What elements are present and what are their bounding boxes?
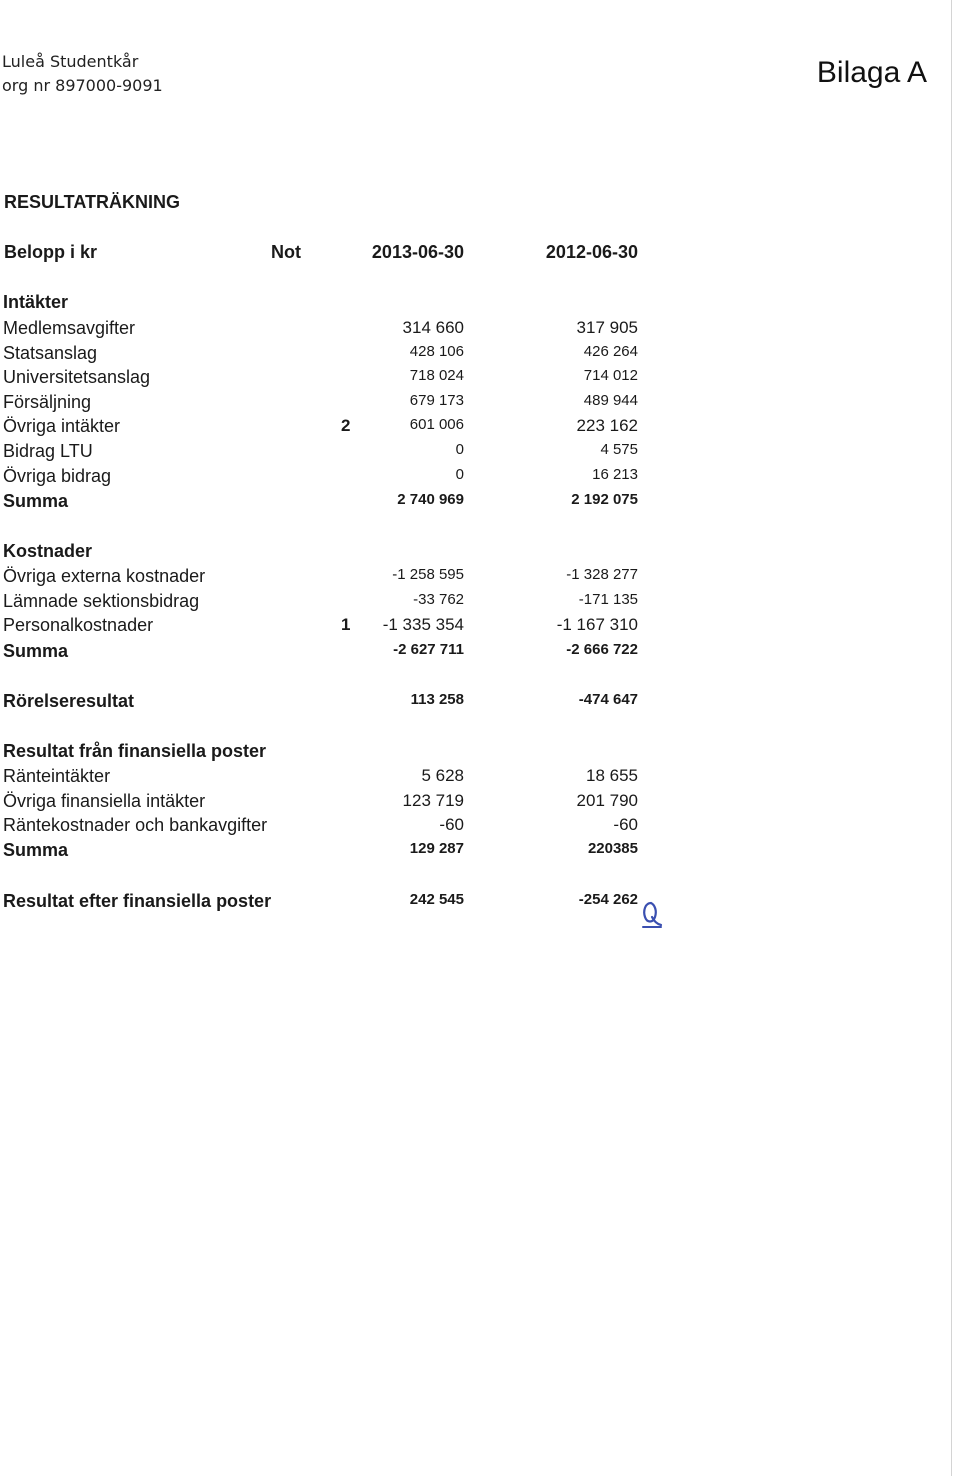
- header-note: Not: [271, 242, 301, 262]
- table-row: [0, 615, 660, 639]
- row-label: Summa: [3, 840, 69, 860]
- row-value-2012: 220385: [587, 840, 638, 857]
- row-label: Universitetsanslag: [3, 367, 151, 387]
- row-label: Summa: [3, 491, 69, 511]
- table-row: [0, 591, 660, 615]
- row-value-2012: -1 167 310: [556, 615, 638, 634]
- row-value-2013: -1 335 354: [382, 615, 464, 634]
- row-value-2012: 426 264: [583, 343, 638, 360]
- row-value-2013: 129 287: [409, 840, 464, 857]
- row-label: Personalkostnader: [3, 615, 154, 635]
- row-value-2012: -2 666 722: [566, 641, 638, 658]
- row-label: Övriga externa kostnader: [3, 566, 206, 586]
- row-label: Försäljning: [3, 392, 92, 412]
- row-value-2013: 113 258: [410, 691, 464, 708]
- org-number: org nr 897000-9091: [2, 76, 163, 95]
- table-row: [0, 441, 660, 465]
- row-label: Summa: [3, 641, 69, 661]
- row-label: Resultat efter finansiella poster: [3, 891, 272, 911]
- table-row: [0, 392, 660, 416]
- row-label: Ränteintäkter: [3, 766, 111, 786]
- row-value-2013: 428 106: [409, 343, 464, 360]
- row-value-2013: -60: [439, 815, 464, 834]
- row-label: Bidrag LTU: [3, 441, 93, 461]
- row-label: Lämnade sektionsbidrag: [3, 591, 200, 611]
- table-row: [0, 318, 660, 342]
- table-row: [0, 791, 660, 815]
- table-row: [0, 766, 660, 790]
- row-label: Medlemsavgifter: [3, 318, 136, 338]
- row-value-2012: 2 192 075: [571, 491, 638, 508]
- organization-info: [2, 50, 163, 98]
- table-row: [0, 367, 660, 391]
- section-title-intakter: Intäkter: [3, 292, 69, 312]
- row-value-2013: 718 024: [409, 367, 464, 384]
- table-row: [0, 343, 660, 367]
- row-label: Rörelseresultat: [3, 691, 135, 711]
- row-note: 2: [341, 416, 351, 435]
- row-value-2013: -2 627 711: [393, 641, 464, 658]
- summa-row: [0, 641, 660, 665]
- row-value-2013: -33 762: [413, 591, 464, 608]
- row-value-2013: 5 628: [421, 766, 464, 785]
- table-header: [0, 242, 660, 266]
- row-value-2013: 314 660: [402, 318, 464, 337]
- section-title-kostnader: Kostnader: [3, 541, 93, 561]
- row-value-2013: 0: [455, 441, 464, 458]
- row-note: 1: [341, 615, 351, 634]
- page-title: RESULTATRÄKNING: [4, 192, 180, 212]
- header-label: Belopp i kr: [4, 242, 98, 262]
- row-value-2013: 123 719: [402, 791, 464, 810]
- row-value-2012: -474 647: [578, 691, 638, 708]
- row-value-2013: -1 258 595: [392, 566, 464, 583]
- row-value-2013: 601 006: [409, 416, 464, 433]
- page-edge-line: [951, 0, 952, 1476]
- row-value-2012: 201 790: [576, 791, 638, 810]
- row-value-2012: -1 328 277: [566, 566, 638, 583]
- row-value-2012: 16 213: [592, 466, 638, 483]
- row-label: Övriga finansiella intäkter: [3, 791, 206, 811]
- row-value-2013: 2 740 969: [397, 491, 464, 508]
- row-value-2012: 4 575: [600, 441, 638, 458]
- handwritten-initial-icon: [637, 897, 665, 931]
- section-title-finansiella: Resultat från finansiella poster: [3, 741, 267, 761]
- row-value-2013: 679 173: [409, 392, 464, 409]
- row-value-2012: 489 944: [583, 392, 638, 409]
- header-col1: 2013-06-30: [371, 242, 464, 262]
- row-label: Statsanslag: [3, 343, 98, 363]
- appendix-label: Bilaga A: [816, 56, 927, 89]
- row-value-2012: 317 905: [576, 318, 638, 337]
- row-value-2013: 242 545: [409, 891, 464, 908]
- summa-row: [0, 491, 660, 515]
- table-row: [0, 566, 660, 590]
- row-label: Övriga bidrag: [3, 466, 112, 486]
- row-value-2012: 18 655: [586, 766, 638, 785]
- summa-row: [0, 840, 660, 864]
- row-value-2012: 223 162: [576, 416, 638, 435]
- table-row: [0, 466, 660, 490]
- header-col2: 2012-06-30: [545, 242, 638, 262]
- table-row: [0, 815, 660, 839]
- row-value-2012: -254 262: [578, 891, 638, 908]
- table-row: [0, 416, 660, 440]
- row-value-2012: -60: [613, 815, 638, 834]
- row-value-2012: 714 012: [583, 367, 638, 384]
- row-label: Övriga intäkter: [3, 416, 121, 436]
- row-value-2013: 0: [455, 466, 464, 483]
- rorelseresultat-row: [0, 691, 660, 715]
- row-label: Räntekostnader och bankavgifter: [3, 815, 268, 835]
- org-name: Luleå Studentkår: [2, 52, 139, 71]
- resultat-efter-row: [0, 891, 660, 915]
- row-value-2012: -171 135: [578, 591, 638, 608]
